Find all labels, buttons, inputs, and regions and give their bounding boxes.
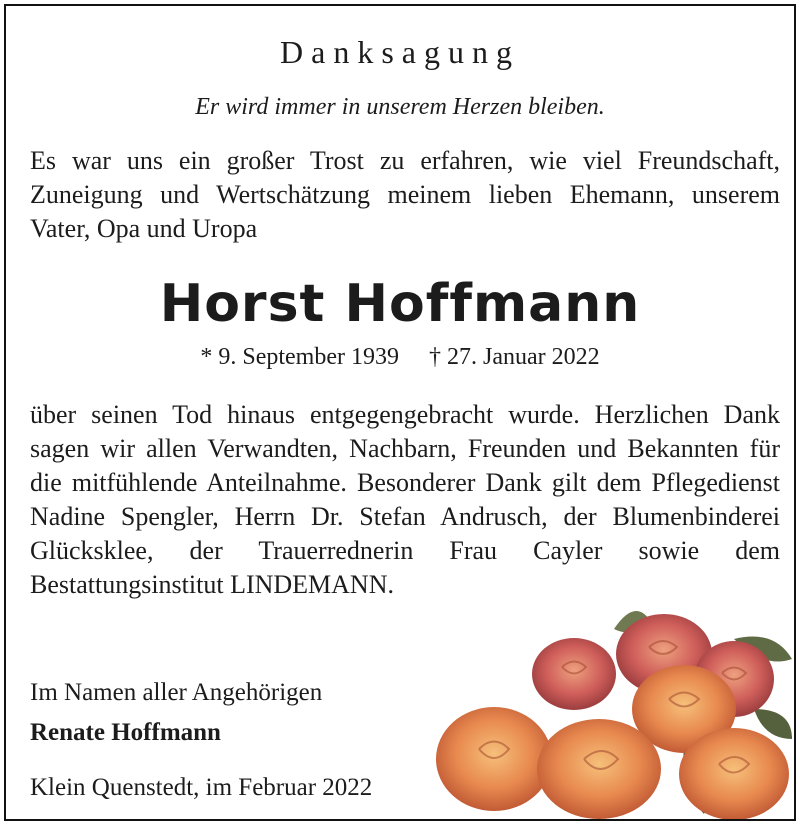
place-date: Klein Quenstedt, im Februar 2022 <box>30 774 373 801</box>
rose-shape <box>679 728 789 819</box>
obituary-card <box>4 4 796 821</box>
subtitle: Er wird immer in unserem Herzen bleiben. <box>195 94 605 120</box>
paragraph-thanks: über seinen Tod hinaus entgegengebracht wurde. Herzlichen Dank sagen wir allen Verwandten, Nachbarn, Freunden und Bekannten für die mitfühlende Anteilnahme. Besonderer Dank gilt dem Pflegedienst Nadine Spengler, Herrn Dr. Stefan Andrusch, der Blumenbinderei Glücksklee, der Trauerrednerin Frau Cayler sowie dem Bestattungsinstitut LINDEMANN. <box>30 400 780 599</box>
life-dates <box>6 344 794 371</box>
death-date: † 27. Januar 2022 <box>429 344 600 370</box>
deceased-name: Horst Hoffmann <box>159 274 641 334</box>
heading: Danksagung <box>280 34 520 70</box>
signer-name: Renate Hoffmann <box>30 719 221 746</box>
paragraph-intro: Es war uns ein großer Trost zu erfahren, wie viel Freundschaft, Zuneigung und Wertschätzung meinem lieben Ehemann, unserem Vater, Opa und Uropa <box>30 146 780 243</box>
birth-date: * 9. September 1939 <box>200 344 399 370</box>
roses-image <box>434 599 794 819</box>
signoff-text: Im Namen aller Angehörigen <box>30 679 323 706</box>
signoff-block <box>30 673 322 753</box>
